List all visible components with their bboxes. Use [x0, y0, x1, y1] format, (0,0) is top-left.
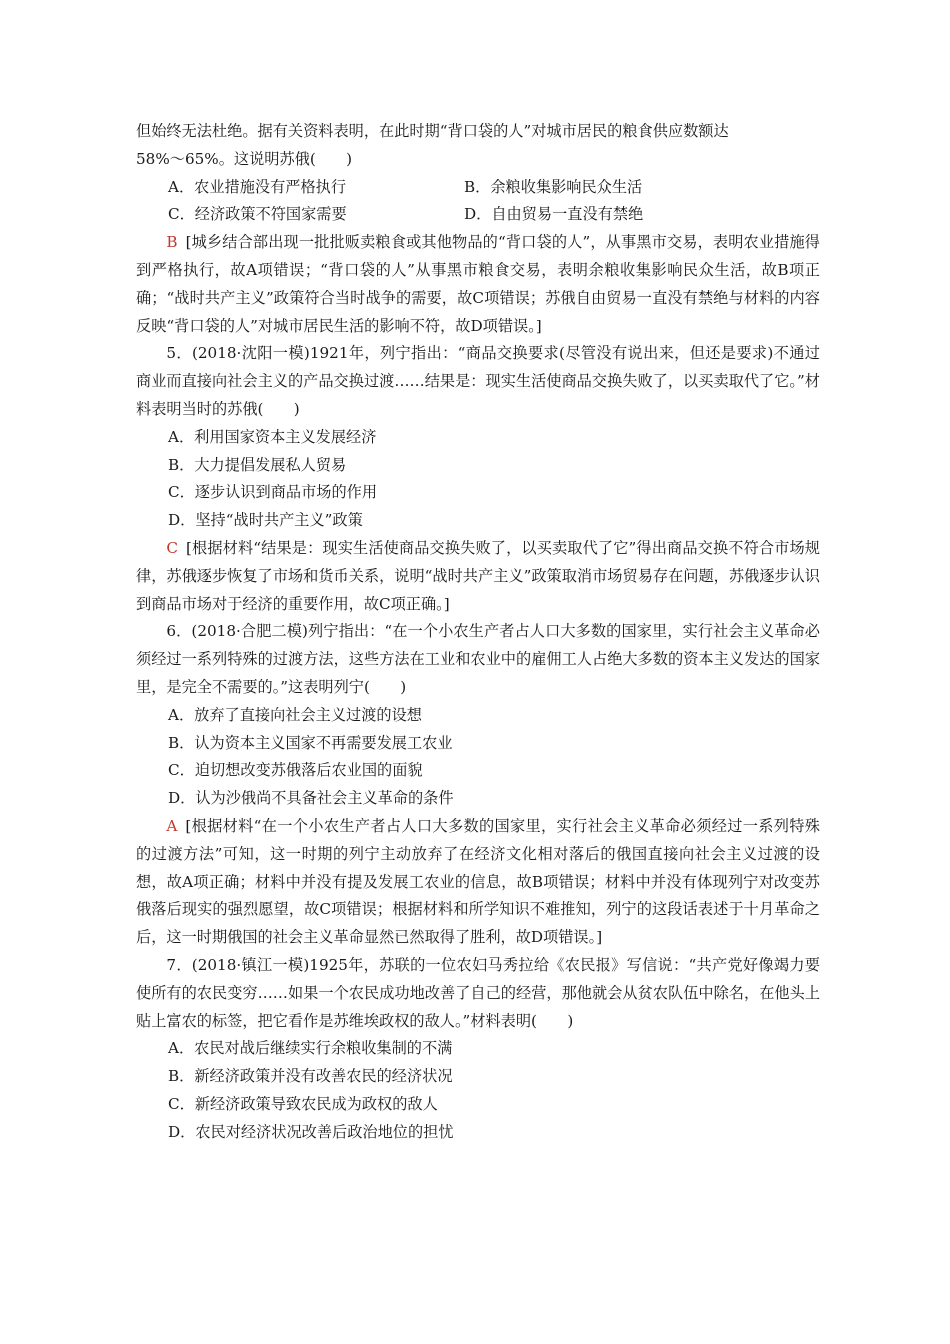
- q4-option-b[interactable]: B．余粮收集影响民众生活: [464, 177, 643, 196]
- q4-option-a[interactable]: A．农业措施没有严格执行: [168, 177, 347, 196]
- q5-option-d[interactable]: D．坚持“战时共产主义”政策: [168, 511, 363, 530]
- q5-option-b[interactable]: B．大力提倡发展私人贸易: [168, 455, 347, 474]
- q4-options-row-1: [136, 174, 820, 202]
- q7-option-c[interactable]: C．新经济政策导致农民成为政权的敌人: [168, 1094, 438, 1113]
- q5-option-a[interactable]: A．利用国家资本主义发展经济: [168, 427, 377, 446]
- q4-explanation: [城乡结合部出现一批批贩卖粮食或其他物品的“背口袋的人”，从事黑市交易，表明农业措施得到严格执行，故A项错误；“背口袋的人”从事黑市粮食交易，表明余粮收集影响民众生活，故B项正确；“战时共产主义”政策符合当时战争的需要，故C项错误；苏俄自由贸易一直没有禁绝与材料的内容反映“背口袋的人”对城市居民生活的影响不符，故D项错误。]: [136, 233, 820, 335]
- q7-option-a[interactable]: A．农民对战后继续实行余粮收集制的不满: [168, 1039, 453, 1058]
- intro-line-2: 58%～65%。这说明苏俄( ): [136, 149, 353, 168]
- q5-answer-letter: C: [166, 538, 179, 557]
- q4-option-d[interactable]: D．自由贸易一直没有禁绝: [464, 205, 644, 224]
- q5-answer-block: [136, 535, 820, 618]
- q7-option-d[interactable]: D．农民对经济状况改善后政治地位的担忧: [168, 1122, 454, 1141]
- q6-option-c[interactable]: C．迫切想改变苏俄落后农业国的面貌: [168, 761, 423, 780]
- q6-answer-block: [136, 813, 820, 952]
- q6-option-a[interactable]: A．放弃了直接向社会主义过渡的设想: [168, 705, 422, 724]
- q6-option-b[interactable]: B．认为资本主义国家不再需要发展工农业: [168, 733, 453, 752]
- q5-stem: 5．(2018·沈阳一模)1921年，列宁指出：“商品交换要求(尽管没有说出来，但还是要求)不通过商业而直接向社会主义的产品交换过渡……结果是：现实生活使商品交换失败了，以买卖取代了它。”材料表明当时的苏俄( ): [136, 344, 820, 418]
- q6-explanation: [根据材料“在一个小农生产者占人口大多数的国家里，实行社会主义革命必须经过一系列特殊的过渡方法”可知，这一时期的列宁主动放弃了在经济文化相对落后的俄国直接向社会主义过渡的设想，故A项正确；材料中并没有提及发展工农业的信息，故B项错误；材料中并没有体现列宁对改变苏俄落后现实的强烈愿望，故C项错误；根据材料和所学知识不难推知，列宁的这段话表述于十月革命之后，这一时期俄国的社会主义革命显然已然取得了胜利，故D项错误。]: [136, 816, 820, 947]
- q4-answer-letter: B: [166, 233, 178, 252]
- q5-explanation: [根据材料“结果是：现实生活使商品交换失败了，以买卖取代了它”得出商品交换不符合市场规律，苏俄逐步恢复了市场和货币关系，说明“战时共产主义”政策取消市场贸易存在问题，苏俄逐步认识到商品市场对于经济的重要作用，故C项正确。]: [136, 538, 820, 613]
- q5-option-c[interactable]: C．逐步认识到商品市场的作用: [168, 483, 378, 502]
- intro-line-1: 但始终无法杜绝。据有关资料表明，在此时期“背口袋的人”对城市居民的粮食供应数额达: [136, 122, 729, 140]
- q6-stem: 6．(2018·合肥二模)列宁指出：“在一个小农生产者占人口大多数的国家里，实行社会主义革命必须经过一系列特殊的过渡方法，这些方法在工业和农业中的雇佣工人占绝大多数的资本主义发达的国家里，是完全不需要的。”这表明列宁( ): [136, 622, 820, 696]
- q4-option-c[interactable]: C．经济政策不符国家需要: [168, 205, 347, 224]
- q6-option-d[interactable]: D．认为沙俄尚不具备社会主义革命的条件: [168, 789, 454, 808]
- q7-option-b[interactable]: B．新经济政策并没有改善农民的经济状况: [168, 1067, 453, 1086]
- q7-stem: 7．(2018·镇江一模)1925年，苏联的一位农妇马秀拉给《农民报》写信说：“共产党好像竭力要使所有的农民变穷……如果一个农民成功地改善了自己的经营，那他就会从贫农队伍中除名，在他头上贴上富农的标签，把它看作是苏维埃政权的敌人。”材料表明( ): [136, 955, 820, 1030]
- q4-answer-block: [136, 229, 820, 340]
- q6-answer-letter: A: [166, 816, 178, 835]
- q4-options-row-2: [136, 201, 820, 229]
